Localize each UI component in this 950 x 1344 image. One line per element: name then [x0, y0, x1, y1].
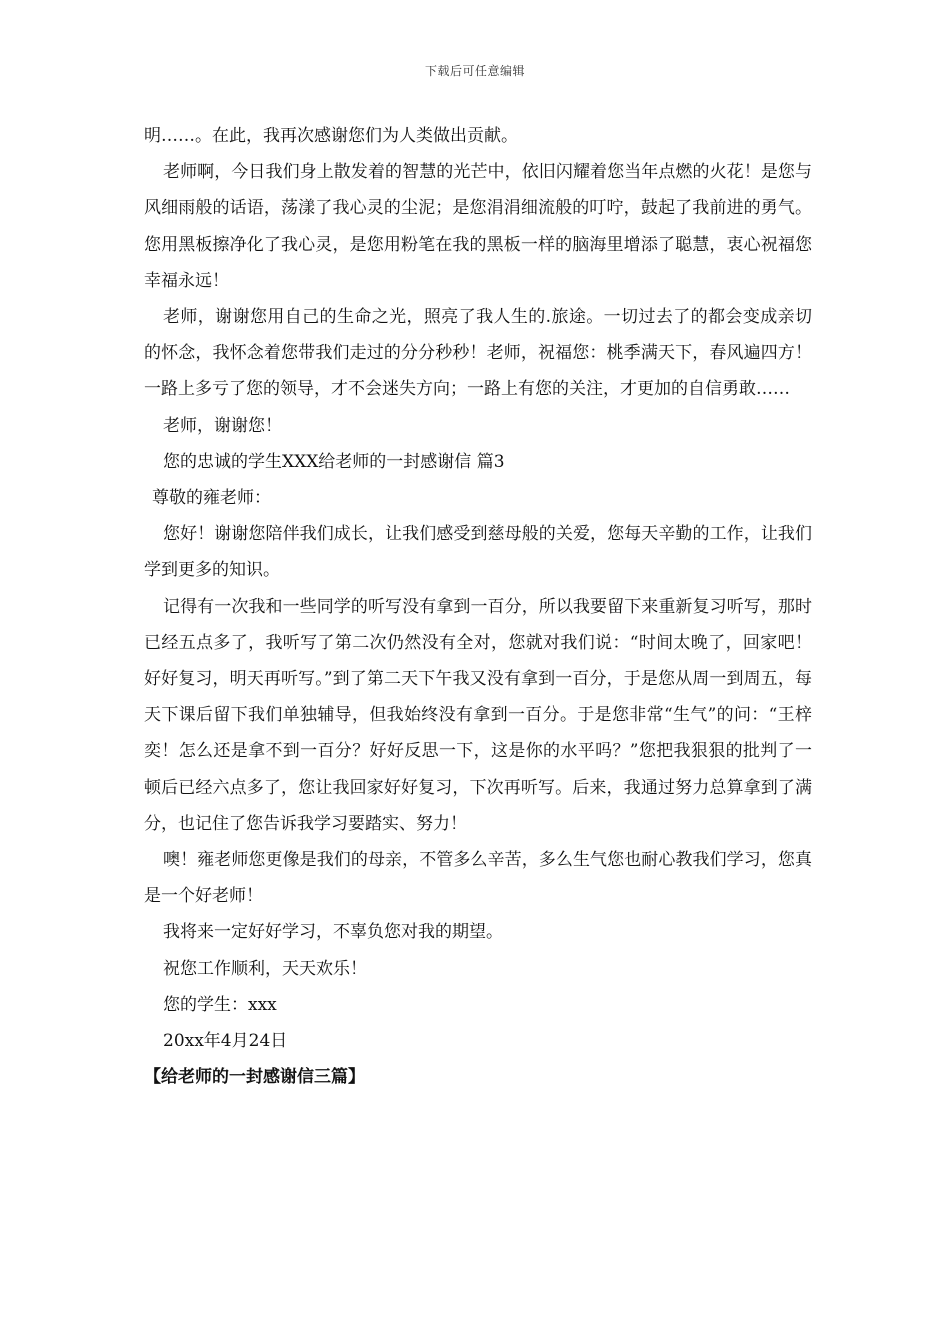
paragraph-promise: 我将来一定好好学习，不辜负您对我的期望。	[163, 922, 503, 943]
paragraph-wishes: 祝您工作顺利，天天欢乐！	[163, 958, 367, 979]
signature: 您的学生：xxx	[163, 994, 277, 1015]
paragraph-greeting: 您好！谢谢您陪伴我们成长，让我们感受到慈母般的关爱，您每天辛勤的工作，让我们学到更多的知识。	[144, 524, 812, 581]
paragraph-like-mother: 噢！雍老师您更像是我们的母亲，不管多么辛苦，多么生气您也耐心教我们学习，您真是一个好老师！	[144, 850, 812, 907]
document-footer-title: 【给老师的一封感谢信三篇】	[144, 1067, 365, 1088]
date-line: 20xx年4月24日	[163, 1031, 288, 1052]
paragraph-light-of-life: 老师，谢谢您用自己的生命之光，照亮了我人生的.旅途。一切过去了的都会变成亲切的怀念，我怀念着您带我们走过的分分秒秒！老师，祝福您：桃季满天下，春风遍四方！一路上多亏了您的领导，才不会迷失方向；一路上有您的关注，才更加的自信勇敢……	[144, 307, 812, 400]
paragraph-closing-line: 明……。在此，我再次感谢您们为人类做出贡献。	[144, 126, 518, 146]
paragraph-dictation-story: 记得有一次我和一些同学的听写没有拿到一百分，所以我要留下来重新复习听写，那时已经五点多了，我听写了第二次仍然没有全对，您就对我们说：“时间太晚了，回家吧！好好复习，明天再听写。”到了第二天下午我又没有拿到一百分，于是您从周一到周五，每天下课后留下我们单独辅导，但我始终没有拿到一百分。于是您非常“生气”的问：“王梓奕！怎么还是拿不到一百分？好好反思一下，这是你的水平吗？”您把我狠狠的批判了一顿后已经六点多了，您让我回家好好复习，下次再听写。后来，我通过努力总算拿到了满分，也记住了您告诉我学习要踏实、努力！	[144, 596, 812, 834]
section-title: 您的忠诚的学生XXX给老师的一封感谢信 篇3	[163, 451, 505, 472]
paragraph-wisdom: 老师啊，今日我们身上散发着的智慧的光芒中，依旧闪耀着您当年点燃的火花！是您与风细雨般的话语，荡漾了我心灵的尘泥；是您涓涓细流般的叮咛，鼓起了我前进的勇气。您用黑板擦净化了我心灵，是您用粉笔在我的黑板一样的脑海里增添了聪慧，衷心祝福您幸福永远！	[144, 162, 812, 291]
page-header: 下载后可任意编辑	[424, 64, 525, 78]
paragraph-thanks: 老师，谢谢您！	[163, 415, 282, 436]
document-body	[144, 118, 812, 1095]
salutation: 尊敬的雍老师：	[152, 488, 271, 509]
